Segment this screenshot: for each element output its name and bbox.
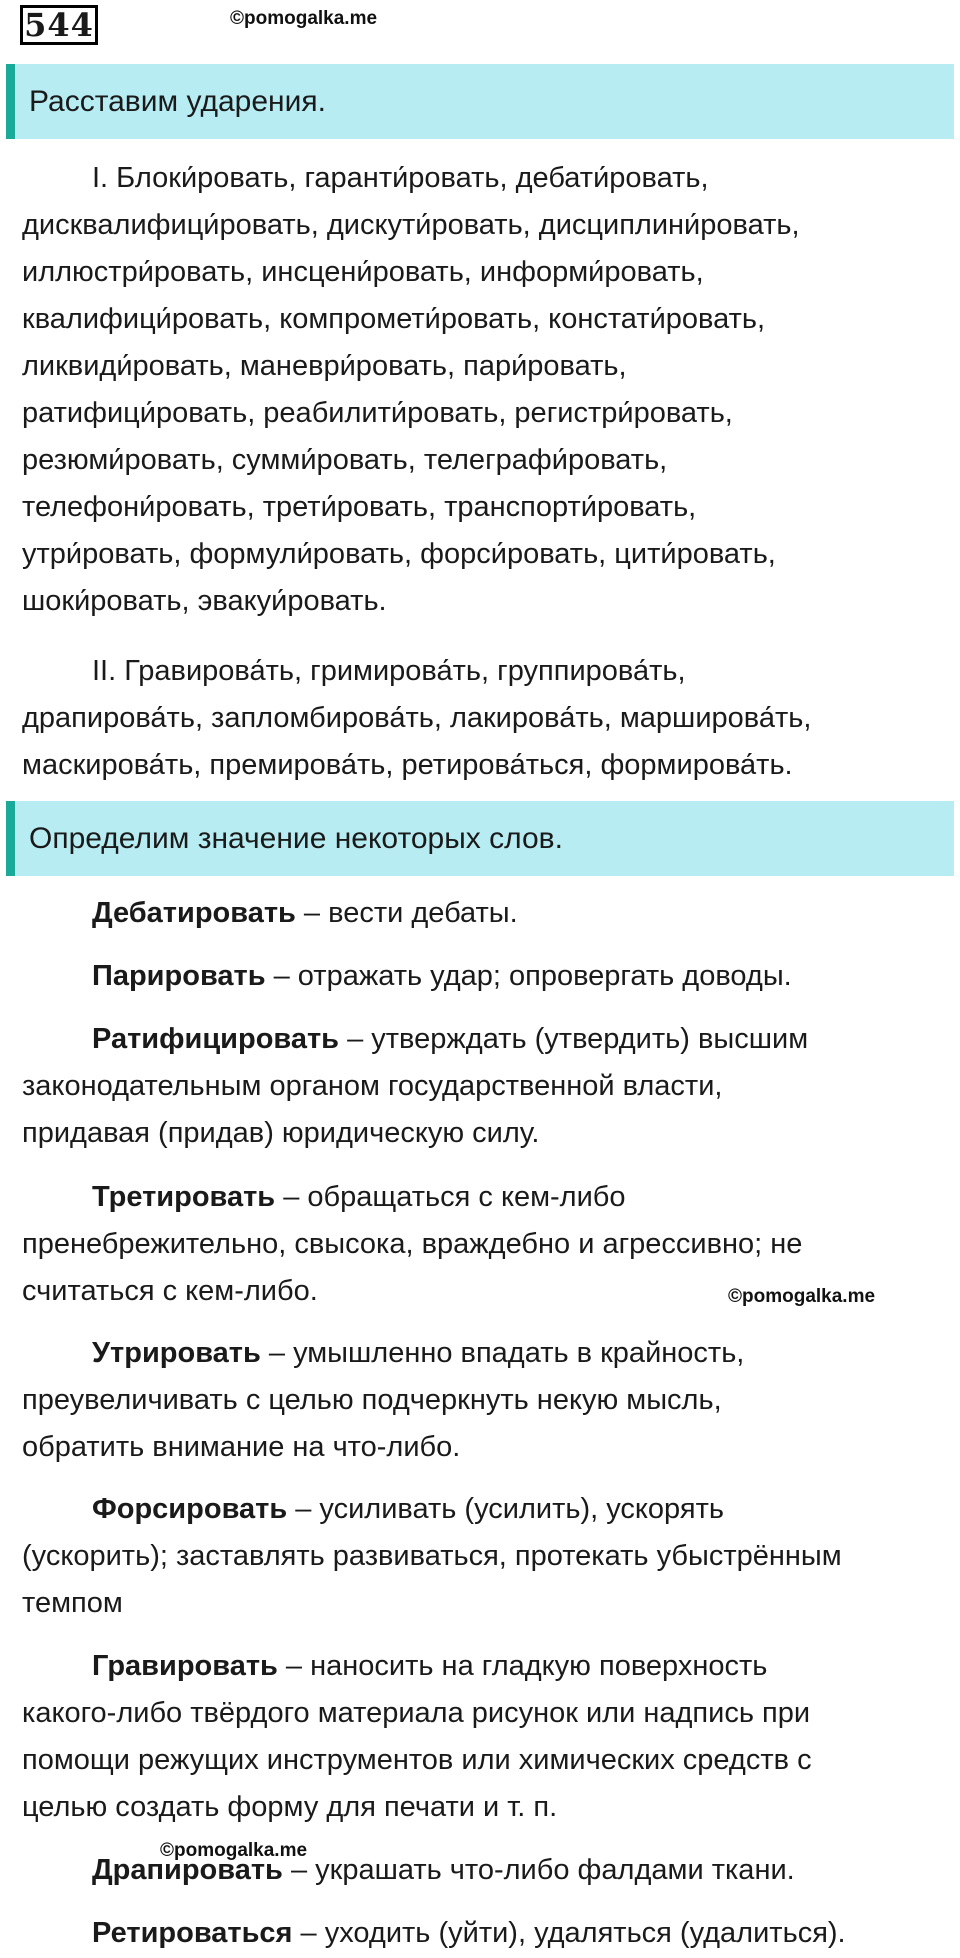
definition-term: Утрировать [92,1337,261,1369]
definition-text: – усиливать (усилить), ускорять (ускорить); заставлять развиваться, протекать убыстрённым темпом [22,1493,842,1619]
definition-text: – отражать удар; опровергать доводы. [265,960,792,992]
definition-term: Форсировать [92,1493,288,1525]
definition-term: Ратифицировать [92,1023,340,1055]
task-number: 544 [20,5,98,45]
watermark: ©pomogalka.me [728,1286,876,1307]
definition-item [22,1643,947,1831]
definition-term: Третировать [92,1181,276,1213]
definition-term: Дебатировать [92,897,296,929]
watermark: ©pomogalka.me [230,8,378,29]
definition-item [22,1016,947,1157]
definition-item [22,890,947,937]
definition-text: – утверждать (утвердить) высшим законодательным органом государственной власти, придавая (придав) юридическую силу. [22,1023,809,1149]
definition-term: Парировать [92,960,266,992]
definition-text: – наносить на гладкую поверхность какого-либо твёрдого материала рисунок или надпись при помощи режущих инструментов или химических средств с целью создать форму для печати и т. п. [22,1650,812,1823]
section-title-meanings: Определим значение некоторых слов. [6,801,954,876]
definition-text: – украшать что-либо фалдами ткани. [282,1854,795,1886]
definition-item [22,1910,947,1957]
definition-term: Гравировать [92,1650,278,1682]
watermark: ©pomogalka.me [160,1840,308,1861]
definition-item [22,1847,947,1894]
paragraph-stress-group-2: II. Гравирова́ть, гримирова́ть, группирова́ть, драпирова́ть, запломбирова́ть, лакирова́ть, маршир​ова́ть, маскирова́ть, премирова́ть, ретирова́ться, формирова́ть. [22,655,812,781]
definition-item [22,1486,947,1627]
paragraph-stress-group-1: I. Блоки́ровать, гаранти́ровать, дебати́ровать, дисквалифици́ровать, дискути́ровать, дисциплини́ровать, иллюстри́ровать, инсцени́ровать, информи́ровать, квалифици́ровать, компромети́ровать, констати́ровать, ликвиди́ровать, маневри́ровать, пари́ровать, ратифици́ровать, реабилити́ровать, регистри́ровать, резюми́ровать, сумми́ровать, телеграфи́ровать, телефони́ровать, трети́ровать, транспорти́ровать, утри́ровать, формули́ровать, форси́ровать, цити́ровать, шоки́ровать, эвакуи́ровать. [22,162,800,617]
definition-text: – вести дебаты. [295,897,518,929]
definition-text: – уходить (уйти), удаляться (удалиться). [292,1917,846,1949]
definition-term: Драпировать [92,1854,283,1886]
definition-item [22,1330,947,1471]
definition-term: Ретироваться [92,1917,293,1949]
section-title-stress: Расставим ударения. [6,64,954,139]
definition-item [22,953,947,1000]
definition-text: – умышленно впадать в крайность, преувеличивать с целью подчеркнуть некую мысль, обратить внимание на что-либо. [22,1337,745,1463]
definition-text: – обращаться с кем-либо пренебрежительно, свысока, враждебно и агрессивно; не считаться с кем-либо. [22,1181,803,1307]
